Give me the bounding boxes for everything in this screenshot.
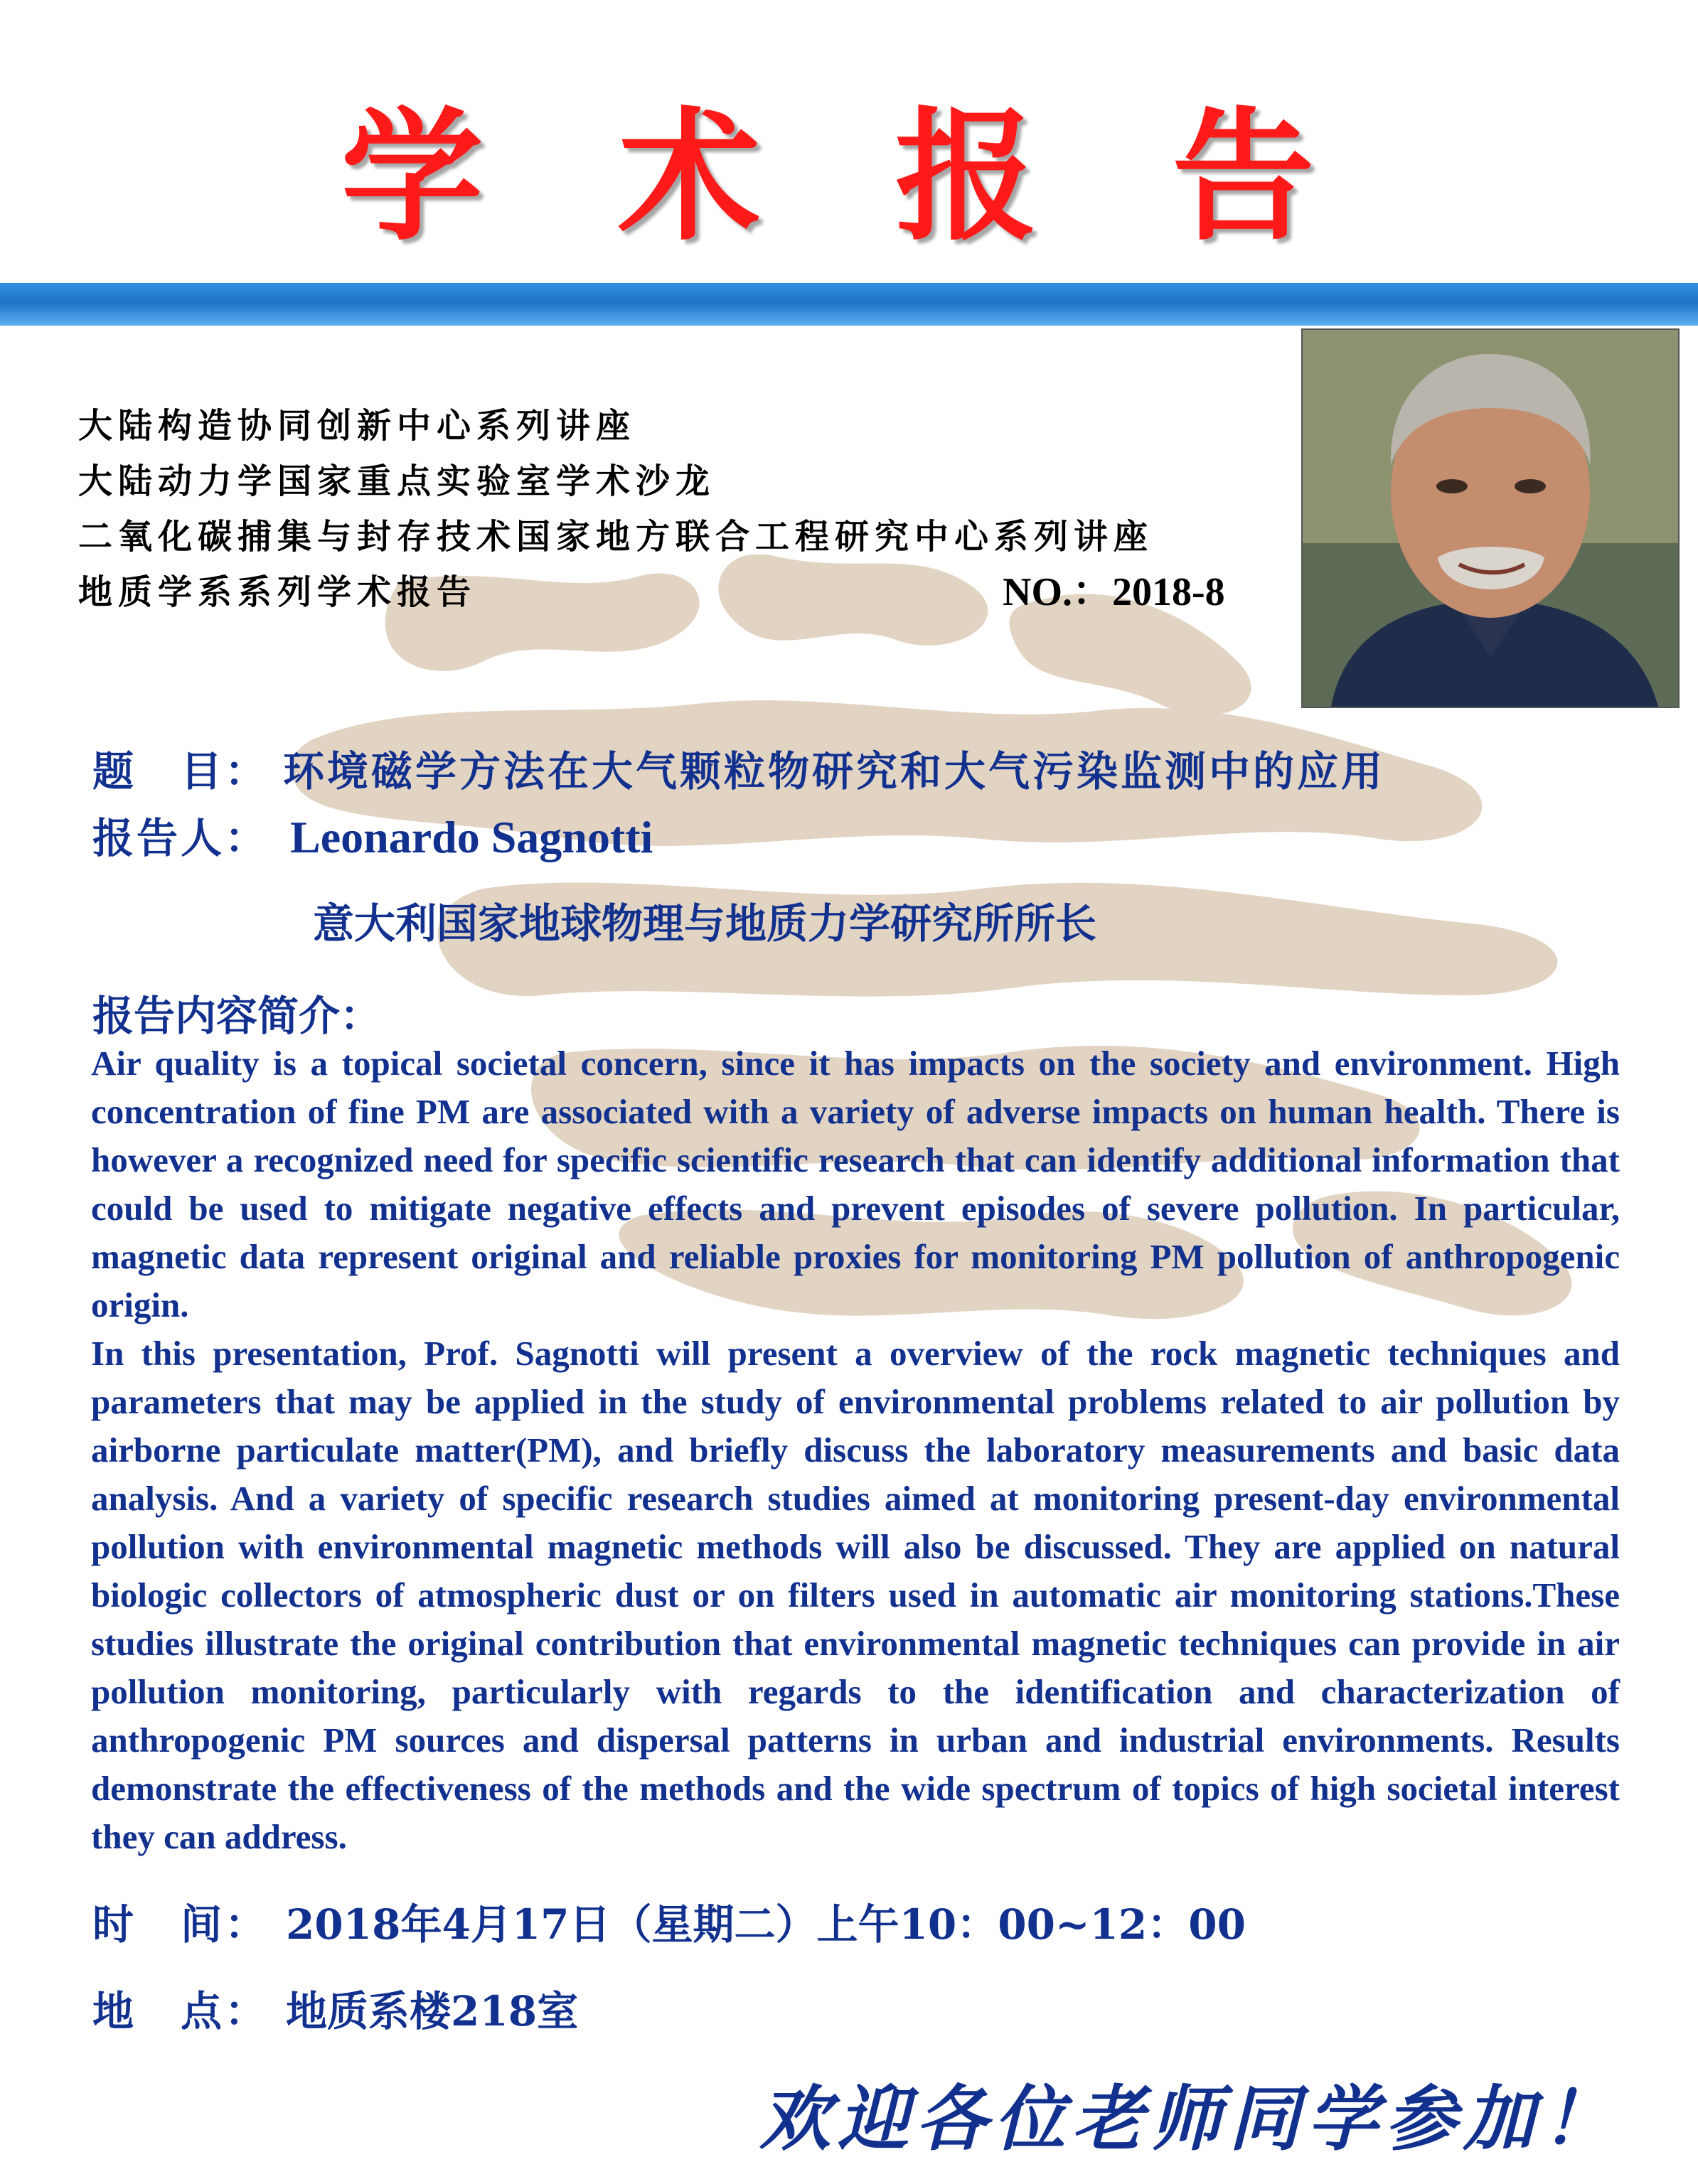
- report-number: NO.：2018-8: [1003, 570, 1225, 614]
- location-label: 地 点：: [92, 1987, 269, 2035]
- speaker-name: Leonardo Sagnotti: [290, 812, 653, 862]
- speaker-affiliation: 意大利国家地球物理与地质力学研究所所长: [313, 899, 1097, 948]
- series-line: 地质学系系列学术报告: [78, 572, 477, 612]
- abstract-paragraph: Air quality is a topical societal concern, since it has impacts on the society and environment. High concentration of fine PM are associated with a variety of adverse impacts on human health. There is however a recognized need for specific scientific research that can identify additional information that could be used to mitigate negative effects and prevent episodes of severe pollution. In particular, magnetic data represent original and reliable proxies for monitoring PM pollution of anthropogenic origin.: [91, 1044, 1620, 1324]
- series-line-with-number: [78, 564, 1301, 620]
- time-label: 时 间：: [92, 1900, 269, 1949]
- series-line: 二氧化碳捕集与封存技术国家地方联合工程研究中心系列讲座: [78, 517, 1154, 557]
- speaker-label: 报告人：: [92, 814, 269, 862]
- welcome-message: 欢迎各位老师同学参加！: [759, 2077, 1620, 2161]
- speaker-portrait-icon: [1303, 330, 1678, 707]
- time-row: [92, 1891, 1246, 1951]
- abstract-heading: 报告内容简介：: [92, 992, 382, 1040]
- abstract-paragraph: In this presentation, Prof. Sagnotti will present a overview of the rock magnetic techniques and parameters that may be applied in the study of environmental problems related to air pollution by airborne particulate matter(PM), and briefly discuss the laboratory measurements and basic data analysis. And a variety of specific research studies aimed at monitoring present-day environmental pollution with environmental magnetic methods will also be discussed. They are applied on natural biologic collectors of atmospheric dust or on filters used in automatic air monitoring stations.These studies illustrate the original contribution that environmental magnetic techniques can provide in air pollution monitoring, particularly with regards to the identification and characterization of anthropogenic PM sources and dispersal patterns in urban and industrial environments. Results demonstrate the effectiveness of the methods and the wide spectrum of topics of high societal interest they can address.: [91, 1334, 1620, 1856]
- topic-label: 题 目：: [92, 747, 269, 796]
- series-line: 大陆构造协同创新中心系列讲座: [78, 406, 636, 446]
- time-value: 2018年4月17日（星期二）上午10：00~12：00: [286, 1900, 1246, 1949]
- location-row: [92, 1978, 578, 2038]
- series-line: 大陆动力学国家重点实验室学术沙龙: [78, 461, 716, 501]
- location-value: 地质系楼218室: [286, 1987, 579, 2035]
- abstract-body: [91, 1039, 1620, 1861]
- topic-value: 环境磁学方法在大气颗粒物研究和大气污染监测中的应用: [283, 747, 1386, 796]
- speaker-row: [92, 805, 653, 864]
- poster-title: 学 术 报 告: [341, 95, 1357, 260]
- header-divider-band: [0, 283, 1698, 326]
- lecture-series-list: [78, 398, 1301, 620]
- topic-row: [92, 738, 1385, 798]
- speaker-photo: [1301, 328, 1680, 708]
